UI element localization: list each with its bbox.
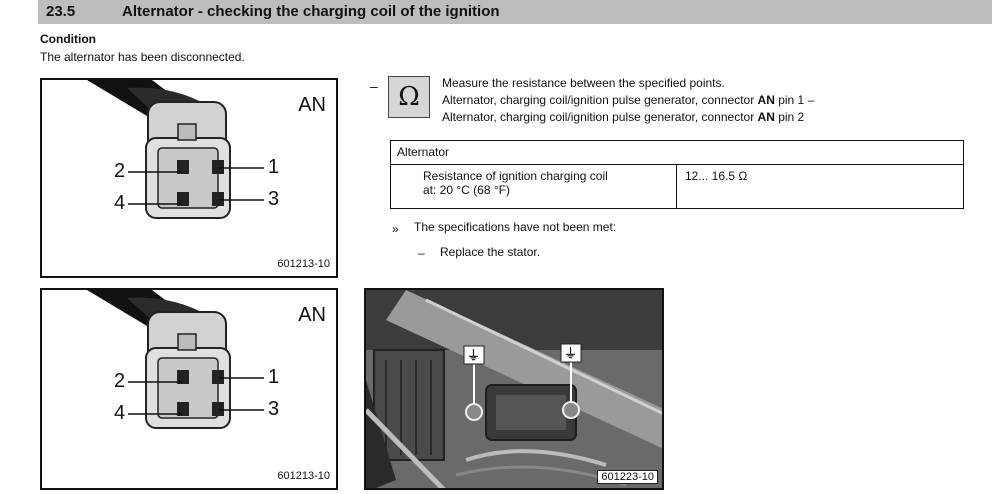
step-instruction: Measure the resistance between the specified points. [442,76,725,90]
spec-table-header: Alternator [391,141,964,165]
measure-point-pin: pin 1 – [774,93,815,107]
section-title: Alternator - checking the charging coil of the ignition [122,3,500,20]
measure-point-2 [442,110,804,124]
connector-label: AN [298,94,326,116]
connector-name: AN [757,93,775,107]
svg-text:⏚: ⏚ [564,347,578,362]
result-text: The specifications have not been met: [414,220,617,234]
measure-point-text: Alternator, charging coil/ignition pulse generator, connector [442,110,758,124]
connector-label: AN [298,304,326,326]
pin-label: 3 [268,398,280,420]
result-bullet: » [392,222,399,236]
pin-label: 4 [114,402,126,424]
spec-table [390,140,964,209]
ohm-icon: Ω [388,76,430,118]
connector-name: AN [757,110,775,124]
connector-figure-1 [40,78,338,278]
figure-code: 601223-10 [597,470,658,484]
spec-property-line: Resistance of ignition charging coil [423,169,608,183]
action-dash: – [418,246,425,260]
spec-condition-line: at: 20 °C (68 °F) [423,183,510,197]
measure-point-pin: pin 2 [774,110,805,124]
engine-photo-illustration [366,290,664,490]
condition-text: The alternator has been disconnected. [40,50,245,64]
alternator-photo [364,288,664,490]
connector-figure-2 [40,288,338,490]
pin-label: 1 [268,156,280,178]
measure-point-1 [442,93,814,107]
measure-point-text: Alternator, charging coil/ignition pulse generator, connector [442,93,758,107]
figure-code: 601213-10 [277,470,330,482]
pin-label: 2 [114,370,126,392]
pin-label: 2 [114,160,126,182]
table-row [391,165,964,209]
pin-label: 4 [114,192,126,214]
connector-illustration [42,290,338,490]
step-dash: – [370,78,378,94]
section-number: 23.5 [46,3,76,20]
section-header [38,0,992,24]
figure-code: 601213-10 [277,258,330,270]
spec-property [391,165,677,209]
svg-text:⏚: ⏚ [467,349,481,364]
pin-label: 3 [268,188,280,210]
action-text: Replace the stator. [440,245,541,259]
connector-illustration [42,80,338,278]
pin-label: 1 [268,366,280,388]
spec-value: 12... 16.5 Ω [677,165,964,209]
condition-label: Condition [40,32,96,46]
